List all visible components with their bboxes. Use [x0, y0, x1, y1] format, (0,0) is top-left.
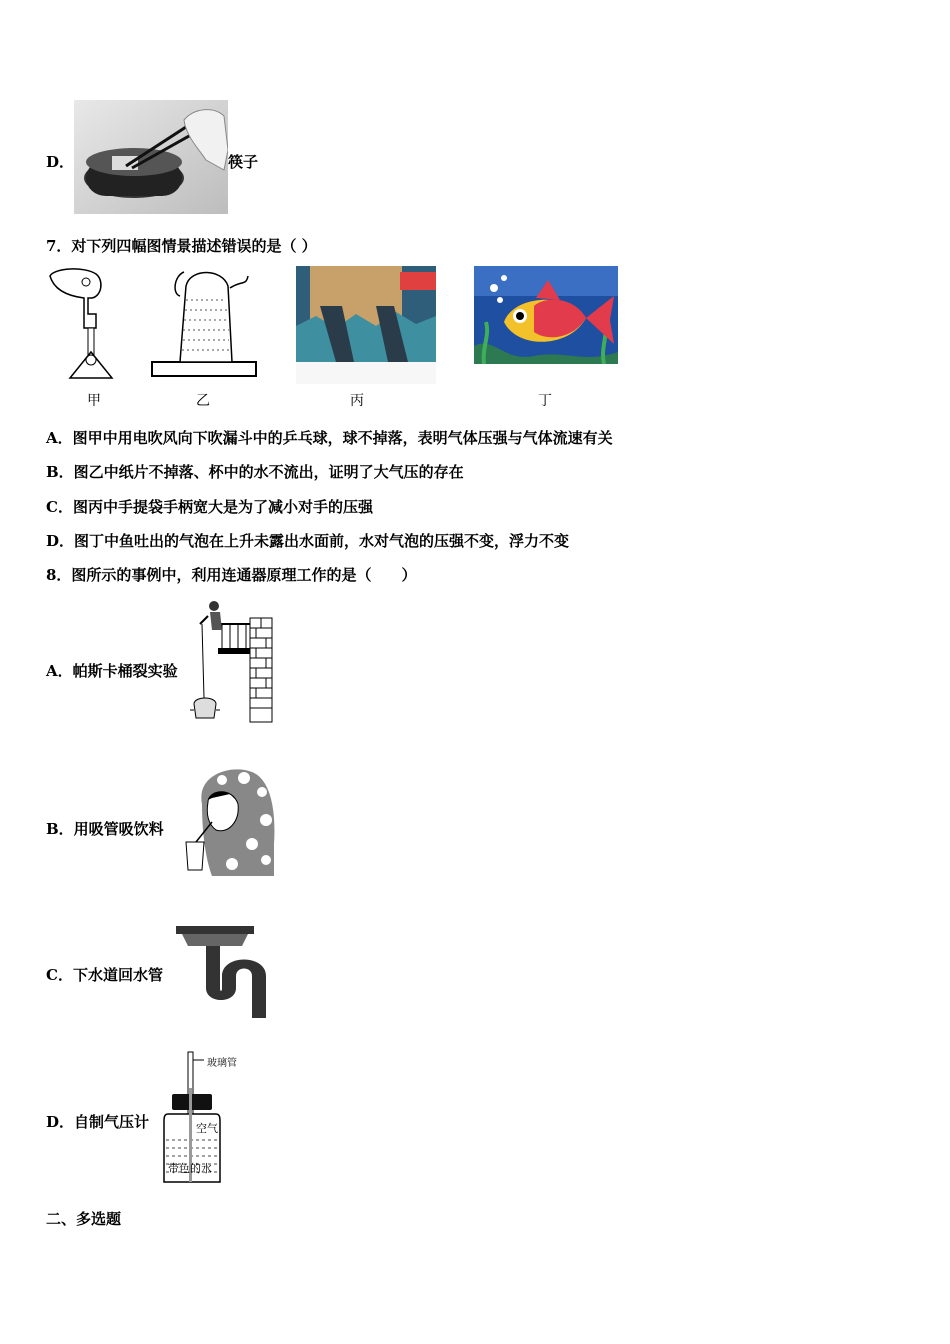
barometer-label-water: 带色的水	[168, 1162, 212, 1175]
straw-drinking-figure	[182, 764, 278, 876]
q8-stem: 8．图所示的事例中，利用连通器原理工作的是（ ）	[46, 566, 417, 584]
q6-option-d-text: 筷子	[228, 153, 259, 171]
caption-bing: 丙	[350, 393, 364, 409]
q6-option-d-letter: D．	[46, 153, 75, 171]
figure-jia-hairdryer-funnel	[44, 266, 118, 382]
q7-option-c: C．图丙中手提袋手柄宽大是为了减小对手的压强	[46, 498, 373, 516]
caption-yi: 乙	[196, 393, 210, 409]
pascal-barrel-figure	[190, 600, 276, 724]
section-2-title: 二、多选题	[46, 1210, 122, 1228]
figure-ding-fish-bubbles	[474, 266, 618, 364]
q7-stem: 7．对下列四幅图情景描述错误的是（ ）	[46, 237, 317, 255]
caption-jia: 甲	[87, 393, 101, 409]
chopsticks-photo	[74, 100, 228, 214]
figure-bing-shopping-bags	[296, 266, 436, 384]
q7-option-d: D．图丁中鱼吐出的气泡在上升未露出水面前，水对气泡的压强不变，浮力不变	[46, 532, 570, 550]
figure-yi-cup-paper	[150, 266, 260, 382]
q8-option-b: B．用吸管吸饮料	[46, 820, 164, 838]
drain-trap-figure	[176, 922, 272, 1020]
caption-ding: 丁	[538, 393, 552, 409]
barometer-label-air: 空气	[196, 1122, 218, 1135]
q7-option-b: B．图乙中纸片不掉落、杯中的水不流出，证明了大气压的存在	[46, 463, 464, 481]
q8-option-d: D．自制气压计	[46, 1113, 150, 1131]
q8-option-c: C．下水道回水管	[46, 966, 163, 984]
q7-option-a: A．图甲中用电吹风向下吹漏斗中的乒乓球，球不掉落，表明气体压强与气体流速有关	[46, 429, 613, 447]
barometer-label-tube: 玻璃管	[207, 1058, 237, 1069]
q8-option-a: A．帕斯卡桶裂实验	[46, 662, 178, 680]
